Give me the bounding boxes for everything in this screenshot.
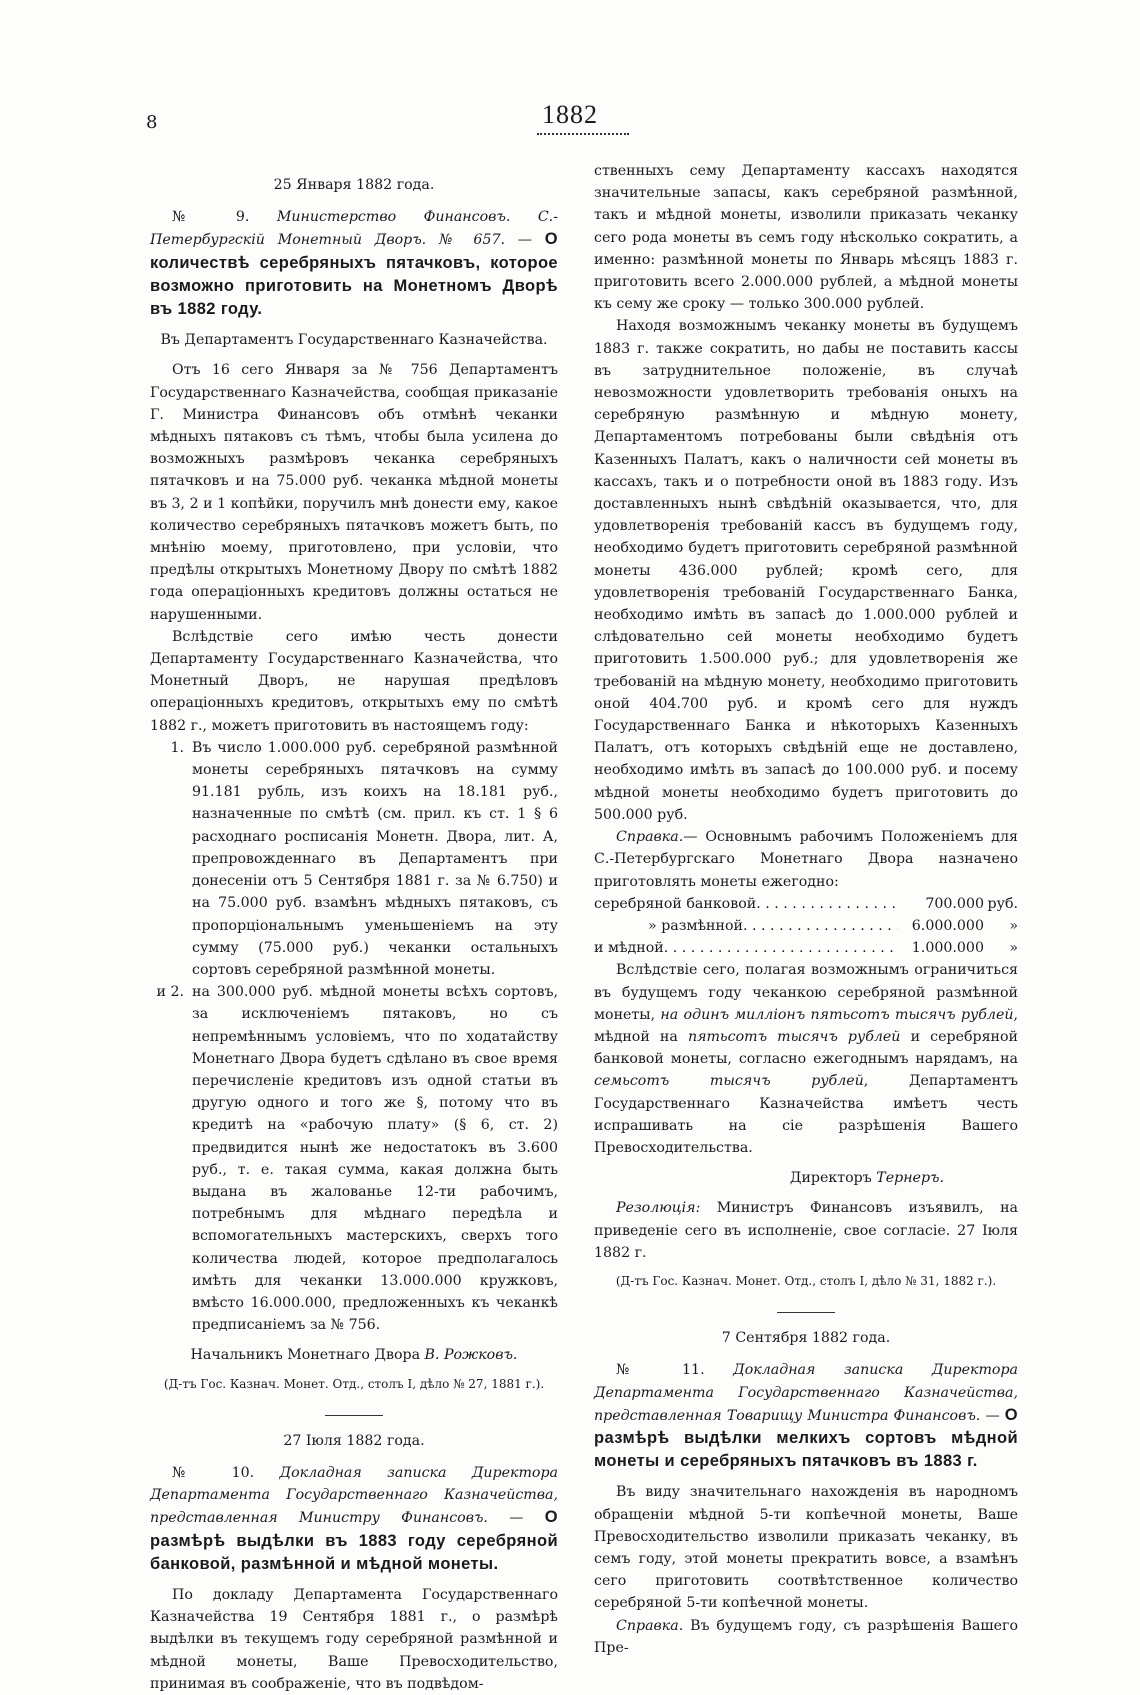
norm-row — [594, 915, 1018, 937]
norm-row — [594, 893, 1018, 915]
doc11-paragraph-1: Въ виду значительнаго нахожденія въ народномъ обращеніи мѣдной 5-ти копѣечной монеты, Ваше Превосходительство изволили приказать чеканку, въ семъ году, этой монеты прекратить вовсе, а взамѣнъ сего приготовить соотвѣтственное количество серебряной 5-ти копѣечной монеты. — [594, 1484, 1018, 1612]
doc10-paragraph-1: По докладу Департамента Государственнаго Казначейства 19 Сентября 1881 г., о размѣрѣ выдѣлки въ текущемъ году серебряной размѣнной и мѣдной монеты, Ваше Превосходительство, принимая въ соображеніе, что въ подвѣдом- — [150, 1586, 558, 1692]
doc9-item-1 — [150, 737, 558, 981]
doc10-spravka — [594, 826, 1018, 893]
doc9-item-1-mark: 1. — [170, 739, 184, 756]
doc9-heading — [150, 206, 558, 321]
norm-label: » размѣнной — [648, 917, 743, 934]
doc9-signature-title: Начальникъ Монетнаго Двора — [190, 1347, 425, 1364]
doc11-spravka-label: Справка. — [616, 1617, 684, 1634]
doc9-signature-name: В. Рожковъ. — [424, 1347, 518, 1364]
doc11-source: Докладная записка Директора Департамента Государственнаго Казначейства, представленная Товарищу Министра Финансовъ. — [594, 1362, 1018, 1424]
ornamental-rule — [537, 129, 629, 135]
doc11-date: 7 Сентября 1882 года. — [721, 1330, 891, 1347]
doc9-title: О количествѣ серебряныхъ пятачковъ, которое возможно приготовить на Монетномъ Дворѣ въ 1882 году. — [150, 230, 558, 319]
norm-currency: » — [1009, 940, 1018, 957]
doc9-item-1-text: Въ число 1.000.000 руб. серебряной размѣнной монеты серебряныхъ пятачковъ на сумму 91.181 рубль, изъ коихъ на 18.181 руб., назначенные по смѣтѣ (см. прил. къ ст. 1 § 6 расходнаго росписанія Монетн. Двора, лит. А, препровожденнаго въ Департаментъ при донесеніи отъ 5 Сентября 1881 г. за № 6.750) и на 75.000 руб. взамѣнъ мѣдныхъ пятаковъ, съ пропорціональнымъ уменьшеніемъ на эту сумму (75.000 руб.) чеканки остальныхъ сортовъ серебряной размѣнной монеты. — [192, 739, 558, 978]
doc9-paragraph-1: Отъ 16 сего Января за № 756 Департаментъ Государственнаго Казначейства, сообщая приказаніе Г. Министра Финансовъ объ отмѣнѣ чеканки мѣдныхъ пятаковъ съ тѣмъ, чтобы была усилена до возможныхъ размѣровъ чеканка серебряныхъ пятачковъ и на 75.000 руб. чеканка мѣдной монеты въ 3, 2 и 1 копѣйки, поручилъ мнѣ донести ему, какое количество серебряныхъ пятачковъ можетъ быть, по мнѣнію моему, приготовлено, при условіи, что предѣлы открытыхъ Монетному Двору по смѣтѣ 1882 года операціонныхъ кредитовъ должны остаться не нарушенными. — [150, 362, 559, 623]
doc11-spravka-text: Въ будущемъ году, съ разрѣшенія Вашего Пре- — [594, 1617, 1018, 1656]
doc10-resolution-label: Резолюція: — [616, 1200, 701, 1217]
norm-label: и мѣдной — [594, 940, 664, 957]
section-separator — [325, 1415, 383, 1416]
doc9-item-2-text: на 300.000 руб. мѣдной монеты всѣхъ сортовъ, за исключеніемъ пятаковъ, но съ непремѣннымъ условіемъ, что по ходатайству Монетнаго Двора будетъ сдѣлано въ свое время перечисленіе кредитовъ изъ одной статьи въ другую одного и того же §, потому что въ кредитѣ на «рабочую плату» (§ 6, ст. 2) предвидится нынѣ же недостатокъ въ 3.600 руб., т. е. такая сумма, какая должна быть выдана въ жалованье 12-ти рабочимъ, потребнымъ для мѣднаго передѣла и вспомогательныхъ мастерскихъ, сверхъ того количества людей, которое предполагалось имѣть для чеканки 13.000.000 кружковъ, вмѣсто 16.000.000, предложенныхъ къ чеканкѣ предписаніемъ за № 756. — [192, 984, 558, 1334]
doc11-spravka — [594, 1615, 1018, 1659]
doc10-heading — [150, 1462, 558, 1576]
doc11-heading — [594, 1359, 1018, 1473]
right-column — [594, 160, 1018, 1659]
running-head-year: 1882 — [542, 100, 598, 129]
doc9-signature — [150, 1344, 558, 1366]
doc9-number: № 9. — [172, 209, 250, 226]
norm-amount: 700.000 — [925, 895, 984, 912]
doc10-dash: — — [487, 1510, 545, 1527]
doc11-dash: — — [980, 1407, 1005, 1424]
doc9-item-2-mark: и 2. — [156, 984, 184, 1001]
doc10-paragraph-3: Вслѣдствіе сего, полагая возможнымъ ограничиться въ будущемъ году чеканкою серебряной размѣнной монеты, на одинъ милліонъ пятьсотъ тысячъ рублей, мѣдной на пятьсотъ тысячъ рублей и серебряной банковой монеты, согласно ежегоднымъ нарядамъ, на семьсотъ тысячъ рублей, Департаментъ Государственнаго Казначейства имѣетъ честь испрашивать на сіе разрѣшенія Вашего Превосходительства. — [594, 962, 1018, 1156]
norm-amount: 1.000.000 — [911, 940, 984, 957]
doc10-signature-title: Директоръ — [789, 1170, 877, 1187]
doc9-dash: — — [505, 232, 545, 249]
doc10-resolution-text: Министръ Финансовъ изъявилъ, на приведеніе сего въ исполненіе, свое согласіе. 27 Іюля 1882 г. — [594, 1200, 1018, 1261]
doc10-date: 27 Іюля 1882 года. — [283, 1432, 425, 1449]
doc10-paragraph-1-cont: ственныхъ сему Департаменту кассахъ находятся значительные запасы, какъ серебряной размѣнной, такъ и мѣдной монеты, изволили приказать чеканку сего рода монеты въ семъ году нѣсколько сократить, а именно: размѣнной монеты по Январь мѣсяцъ 1883 г. приготовить всего 2.000.000 рублей, а мѣдной монеты къ сему же сроку — только 300.000 рублей. — [594, 163, 1018, 313]
norm-currency: » — [1009, 917, 1018, 934]
doc9-archive-source: (Д-тъ Гос. Казнач. Монет. Отд., столъ I, дѣло № 27, 1881 г.). — [163, 1376, 545, 1391]
section-separator — [777, 1312, 835, 1313]
doc9-paragraph-2: Вслѣдствіе сего имѣю честь донести Департаменту Государственнаго Казначейства, что Монетный Дворъ, не нарушая предѣловъ операціонныхъ кредитовъ, открытыхъ ему по смѣтѣ 1882 г., можетъ приготовить въ настоящемъ году: — [150, 628, 558, 734]
doc9-source: Министерство Финансовъ. С.-Петербургскій Монетный Дворъ. № 657. — [150, 209, 558, 249]
doc10-paragraph-2: Находя возможнымъ чеканку монеты въ будущемъ 1883 г. также сократить, но дабы не поставить кассы въ затруднительное положеніе, въ случаѣ невозможности удовлетворить требованія оныхъ на серебряную размѣнную и мѣдную монету, Департаментомъ потребованы были свѣдѣнія отъ Казенныхъ Палатъ, какъ о наличности сей монеты въ кассахъ, такъ и о потребности оной въ 1883 году. Изъ доставленныхъ нынѣ свѣдѣній оказывается, что, для удовлетворенія требованій кассъ въ будущемъ году, необходимо будетъ приготовить серебряной размѣнной монеты 436.000 рублей; кромѣ сего, для удовлетворенія требованій Государственнаго Банка, необходимо имѣть въ запасѣ до 1.000.000 рублей и слѣдовательно сей монеты необходимо будетъ приготовить 1.500.000 руб.; для удовлетворенія же требованій на мѣдную монету, необходимо приготовить оной 404.700 руб. и кромѣ сего для нуждъ Государственнаго Банка и нѣкоторыхъ Казенныхъ Палатъ, отъ которыхъ свѣдѣній еще не доставлено, необходимо имѣть въ запасѣ до 100.000 руб. и посему мѣдной монеты необходимо будетъ приготовить до 500.000 руб. — [594, 318, 1018, 823]
doc10-source: Докладная записка Директора Департамента Государственнаго Казначейства, представленная Министру Финансовъ. — [150, 1464, 558, 1527]
left-column — [150, 170, 558, 1695]
doc10-spravka-text: — Основнымъ рабочимъ Положеніемъ для С.-Петербургскаго Монетнаго Двора назначено приготовлять монеты ежегодно: — [594, 829, 1018, 890]
doc10-archive-source: (Д-тъ Гос. Казнач. Монет. Отд., столъ I, дѣло № 31, 1882 г.). — [615, 1273, 997, 1288]
doc10-title: О размѣрѣ выдѣлки въ 1883 году серебряной банковой, размѣнной и мѣдной монеты. — [150, 1508, 558, 1573]
page-number: 8 — [146, 112, 158, 133]
doc11-title: О размѣрѣ выдѣлки мелкихъ сортовъ мѣдной монеты и серебряныхъ пятачковъ въ 1883 г. — [594, 1405, 1018, 1471]
norm-label: серебряной банковой — [594, 895, 757, 912]
doc10-signature — [594, 1167, 1018, 1189]
doc9-item-2 — [150, 981, 558, 1336]
doc11-number: № 11. — [616, 1362, 705, 1379]
norm-row — [594, 937, 1018, 959]
doc10-resolution — [594, 1197, 1018, 1264]
doc9-date: 25 Января 1882 года. — [273, 177, 435, 193]
norm-currency: руб. — [987, 895, 1018, 912]
norm-amount: 6.000.000 — [911, 917, 984, 934]
doc10-number: № 10. — [172, 1464, 255, 1481]
doc10-spravka-label: Справка. — [616, 829, 684, 846]
doc10-signature-name: Тернеръ. — [876, 1170, 944, 1187]
doc9-addressee: Въ Департаментъ Государственнаго Казначейства. — [160, 332, 548, 349]
